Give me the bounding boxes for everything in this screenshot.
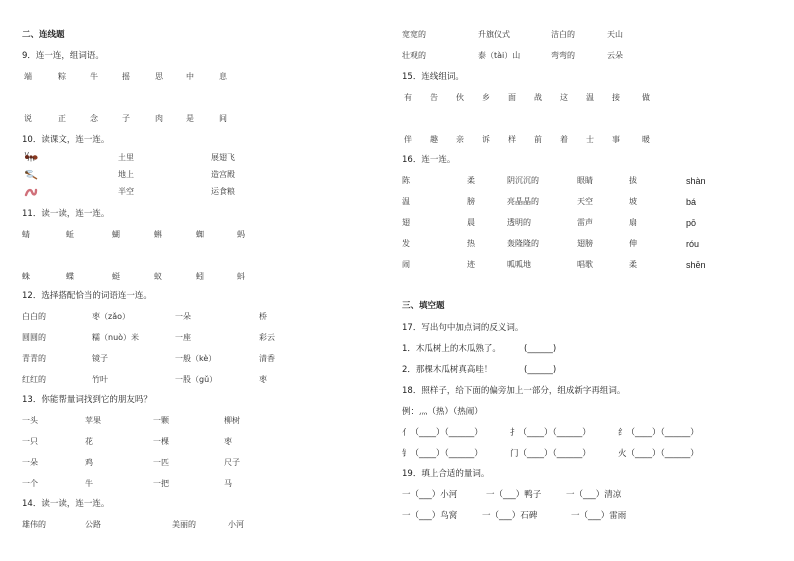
q14-word[interactable]: 公路 — [85, 520, 101, 529]
q17-blank-2[interactable]: (______) — [524, 365, 557, 375]
q13-word[interactable]: 一个 — [22, 479, 38, 488]
q12-word[interactable]: 一股（gǔ） — [175, 375, 218, 384]
q15-character[interactable]: 乡 — [482, 93, 490, 102]
q16-item[interactable]: 扇 — [629, 218, 637, 227]
q9-character[interactable]: 牛 — [90, 72, 98, 81]
q16-item[interactable]: 轰隆隆的 — [507, 239, 539, 248]
q15-character[interactable]: 样 — [508, 135, 516, 144]
q16-item[interactable]: 伸 — [629, 239, 637, 248]
q12-word[interactable]: 枣 — [259, 375, 267, 384]
q11-character[interactable]: 蜻 — [22, 230, 30, 239]
q14-word[interactable]: 雄伟的 — [22, 520, 46, 529]
q12-word[interactable]: 白白的 — [22, 312, 46, 321]
q16-pinyin[interactable]: shàn — [686, 176, 706, 186]
q16-item[interactable]: 热 — [467, 239, 475, 248]
q17-sentence-2: 2．那棵木瓜树真高哇！ — [402, 365, 493, 375]
q18-blank-group[interactable]: 纟（____）（______） — [618, 428, 699, 438]
q9-character[interactable]: 思 — [155, 72, 163, 81]
q16-item[interactable]: 温 — [402, 197, 410, 206]
q16-item[interactable]: 雷声 — [577, 218, 593, 227]
q9-prompt: 9．连一连，组词语。 — [22, 51, 104, 61]
q11-character[interactable]: 蚯 — [66, 230, 74, 239]
q18-blank-group[interactable]: 火（____）（______） — [618, 449, 699, 459]
q16-pinyin[interactable]: shēn — [686, 260, 706, 270]
q14-word[interactable]: 小河 — [228, 520, 244, 529]
q9-character[interactable]: 息 — [219, 72, 227, 81]
q11-character[interactable]: 蚂 — [237, 230, 245, 239]
q16-item[interactable]: 翅 — [402, 218, 410, 227]
q13-word[interactable]: 花 — [85, 437, 93, 446]
q16-pinyin[interactable]: bá — [686, 197, 697, 207]
q13-word[interactable]: 马 — [224, 479, 232, 488]
q18-blank-group[interactable]: 扌（____）（______） — [510, 428, 591, 438]
q10-place[interactable]: 地上 — [118, 170, 134, 179]
q18-blank-group[interactable]: 亻（____）（______） — [402, 428, 483, 438]
q16-item[interactable]: 膀 — [467, 197, 475, 206]
q16-item[interactable]: 晨 — [467, 218, 475, 227]
q12-word[interactable]: 一座 — [175, 333, 191, 342]
q17-sentence-1: 1．木瓜树上的木瓜熟了。 — [402, 344, 501, 354]
q18-prompt: 18．照样子，给下面的偏旁加上一部分，组成新字再组词。 — [402, 386, 626, 396]
q12-word[interactable]: 青青的 — [22, 354, 46, 363]
q9-character[interactable]: 肉 — [155, 114, 163, 123]
q14-word[interactable]: 美丽的 — [172, 520, 196, 529]
q11-character[interactable]: 蚁 — [154, 272, 162, 281]
q16-item[interactable]: 眼睛 — [577, 176, 593, 185]
q13-word[interactable]: 一匹 — [153, 458, 169, 467]
q16-item[interactable]: 陈 — [402, 176, 410, 185]
q12-word[interactable]: 一般（kè） — [175, 354, 217, 363]
q16-pinyin[interactable]: róu — [686, 239, 700, 249]
q15-character[interactable]: 这 — [560, 93, 568, 102]
ant-icon — [24, 151, 38, 163]
q10-prompt: 10．读课文，连一连。 — [22, 135, 110, 145]
q18-example: 例：灬（热）（热闹） — [402, 407, 483, 417]
q16-item[interactable]: 柔 — [467, 176, 475, 185]
q19-blank-group[interactable]: 一（___）雷雨 — [571, 511, 627, 521]
q11-character[interactable]: 蜘 — [196, 230, 204, 239]
q15-character[interactable]: 伴 — [404, 135, 412, 144]
q13-word[interactable]: 牛 — [85, 479, 93, 488]
q9-character[interactable]: 中 — [186, 72, 194, 81]
q13-word[interactable]: 一棵 — [153, 437, 169, 446]
q13-word[interactable]: 鸡 — [85, 458, 93, 467]
q11-character[interactable]: 蝴 — [112, 230, 120, 239]
q10-action[interactable]: 运食粮 — [211, 187, 235, 196]
q12-word[interactable]: 一朵 — [175, 312, 191, 321]
earthworm-icon — [24, 186, 38, 198]
q11-character[interactable]: 蚪 — [237, 272, 245, 281]
q12-word[interactable]: 清香 — [259, 354, 275, 363]
q19-blank-group[interactable]: 一（___）石碑 — [482, 511, 538, 521]
q17-prompt: 17．写出句中加点词的反义词。 — [402, 323, 524, 333]
q13-word[interactable]: 一颗 — [153, 416, 169, 425]
q10-action[interactable]: 展翅飞 — [211, 153, 235, 162]
q12-word[interactable]: 枣（zǎo） — [92, 312, 130, 321]
q14-word[interactable]: 壮观的 — [402, 51, 426, 60]
q16-item[interactable]: 阴沉沉的 — [507, 176, 539, 185]
q16-item[interactable]: 迹 — [467, 260, 475, 269]
q12-word[interactable]: 彩云 — [259, 333, 275, 342]
q15-character[interactable]: 告 — [430, 93, 438, 102]
q14-word[interactable]: 云朵 — [607, 51, 623, 60]
q16-item[interactable]: 柔 — [629, 260, 637, 269]
q9-character[interactable]: 正 — [58, 114, 66, 123]
q19-prompt: 19．填上合适的量词。 — [402, 469, 490, 479]
q9-character[interactable]: 是 — [186, 114, 194, 123]
q19-blank-group[interactable]: 一（___）鸟窝 — [402, 511, 458, 521]
q10-place[interactable]: 土里 — [118, 153, 134, 162]
q9-character[interactable]: 念 — [90, 114, 98, 123]
q15-character[interactable]: 战 — [534, 93, 542, 102]
q16-item[interactable]: 拔 — [629, 176, 637, 185]
q11-character[interactable]: 蛛 — [22, 272, 30, 281]
section-heading-matching: 二、连线题 — [22, 30, 65, 40]
q15-character[interactable]: 事 — [612, 135, 620, 144]
q14-prompt: 14．读一读，连一连。 — [22, 499, 110, 509]
q14-word[interactable]: 升旗仪式 — [478, 30, 510, 39]
q13-word[interactable]: 一朵 — [22, 458, 38, 467]
q16-prompt: 16．连一连。 — [402, 155, 456, 165]
q9-character[interactable]: 说 — [24, 114, 32, 123]
q19-blank-group[interactable]: 一（___）鸭子 — [486, 490, 542, 500]
q13-prompt: 13．你能帮量词找到它的朋友吗？ — [22, 395, 152, 405]
q16-item[interactable]: 亮晶晶的 — [507, 197, 539, 206]
section-heading-fill-in: 三、填空题 — [402, 301, 445, 311]
q13-word[interactable]: 柳树 — [224, 416, 240, 425]
q14-word[interactable]: 天山 — [607, 30, 623, 39]
q19-blank-group[interactable]: 一（___）清凉 — [566, 490, 622, 500]
q12-word[interactable]: 糯（nuò）米 — [92, 333, 140, 342]
q14-word[interactable]: 洁白的 — [551, 30, 575, 39]
q10-action[interactable]: 造宫殿 — [211, 170, 235, 179]
q16-item[interactable]: 呱呱地 — [507, 260, 531, 269]
q11-character[interactable]: 蚓 — [196, 272, 204, 281]
q18-blank-group[interactable]: 门（____）（______） — [510, 449, 591, 459]
q14-word[interactable]: 弯弯的 — [551, 51, 575, 60]
q16-pinyin[interactable]: pō — [686, 218, 697, 228]
q13-word[interactable]: 一头 — [22, 416, 38, 425]
q16-item[interactable]: 发 — [402, 239, 410, 248]
q12-word[interactable]: 圆圆的 — [22, 333, 46, 342]
q16-item[interactable]: 透明的 — [507, 218, 531, 227]
q15-character[interactable]: 温 — [586, 93, 594, 102]
q15-character[interactable]: 接 — [612, 93, 620, 102]
q15-character[interactable]: 面 — [508, 93, 516, 102]
q9-character[interactable]: 间 — [219, 114, 227, 123]
q13-word[interactable]: 苹果 — [85, 416, 101, 425]
q11-character[interactable]: 蝌 — [154, 230, 162, 239]
q11-prompt: 11．读一读，连一连。 — [22, 209, 110, 219]
q16-item[interactable]: 闹 — [402, 260, 410, 269]
q15-character[interactable]: 前 — [534, 135, 542, 144]
q19-blank-group[interactable]: 一（___）小河 — [402, 490, 458, 500]
q9-character[interactable]: 摇 — [122, 72, 130, 81]
q14-word[interactable]: 宽宽的 — [402, 30, 426, 39]
q13-word[interactable]: 枣 — [224, 437, 232, 446]
q12-word[interactable]: 镜子 — [92, 354, 108, 363]
q16-item[interactable]: 翅膀 — [577, 239, 593, 248]
q15-character[interactable]: 诉 — [482, 135, 490, 144]
q9-character[interactable]: 子 — [122, 114, 130, 123]
q13-word[interactable]: 一把 — [153, 479, 169, 488]
q13-word[interactable]: 一只 — [22, 437, 38, 446]
q17-blank-1[interactable]: (______) — [524, 344, 557, 354]
q12-word[interactable]: 竹叶 — [92, 375, 108, 384]
q10-place[interactable]: 半空 — [118, 187, 134, 196]
q9-character[interactable]: 粽 — [58, 72, 66, 81]
q16-item[interactable]: 唱歌 — [577, 260, 593, 269]
q12-word[interactable]: 红红的 — [22, 375, 46, 384]
q18-blank-group[interactable]: 钅（____）（______） — [402, 449, 483, 459]
dragonfly-icon — [24, 169, 38, 181]
q12-prompt: 12．选择搭配恰当的词语连一连。 — [22, 291, 152, 301]
q15-character[interactable]: 着 — [560, 135, 568, 144]
q14-word[interactable]: 泰（tài）山 — [478, 51, 521, 60]
q15-character[interactable]: 士 — [586, 135, 594, 144]
q15-prompt: 15．连线组词。 — [402, 72, 464, 82]
q15-character[interactable]: 做 — [642, 93, 650, 102]
q11-character[interactable]: 蜓 — [112, 272, 120, 281]
q13-word[interactable]: 尺子 — [224, 458, 240, 467]
q15-character[interactable]: 有 — [404, 93, 412, 102]
q11-character[interactable]: 蝶 — [66, 272, 74, 281]
q15-character[interactable]: 亲 — [456, 135, 464, 144]
q16-item[interactable]: 天空 — [577, 197, 593, 206]
q15-character[interactable]: 暖 — [642, 135, 650, 144]
q9-character[interactable]: 端 — [24, 72, 32, 81]
q15-character[interactable]: 伙 — [456, 93, 464, 102]
q15-character[interactable]: 趣 — [430, 135, 438, 144]
q12-word[interactable]: 桥 — [259, 312, 267, 321]
q16-item[interactable]: 坡 — [629, 197, 637, 206]
